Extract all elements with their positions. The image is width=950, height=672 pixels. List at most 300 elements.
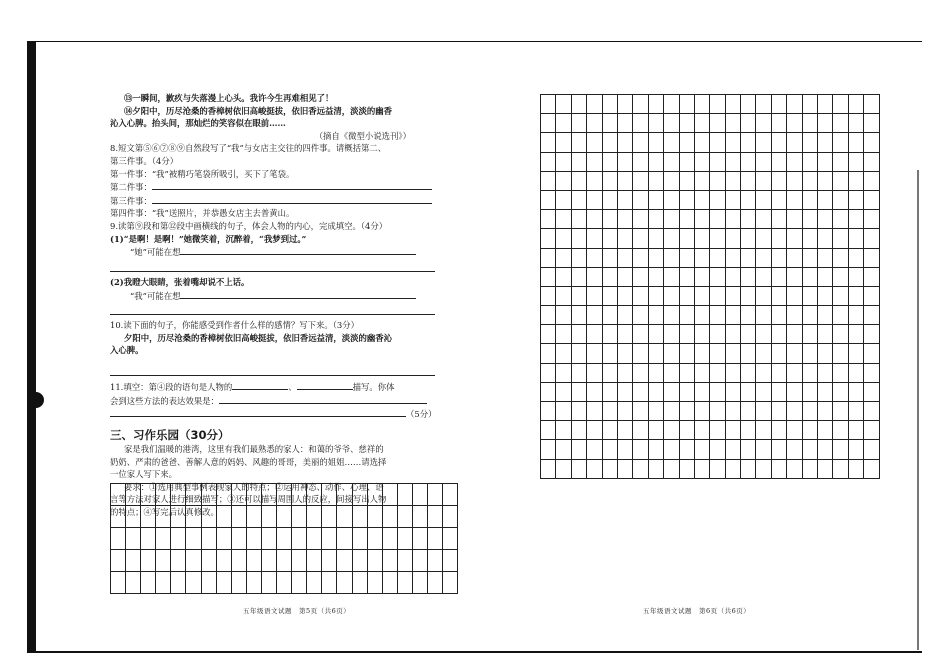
grid-cell[interactable] [725, 306, 740, 325]
grid-cell[interactable] [833, 114, 848, 133]
q11-blank-4[interactable] [110, 407, 406, 417]
grid-cell[interactable] [710, 421, 725, 440]
grid-cell[interactable] [741, 325, 756, 344]
grid-cell[interactable] [771, 325, 786, 344]
grid-cell[interactable] [664, 344, 679, 363]
grid-cell[interactable] [725, 459, 740, 478]
grid-cell[interactable] [833, 229, 848, 248]
grid-cell[interactable] [617, 344, 632, 363]
grid-cell[interactable] [111, 528, 126, 550]
grid-cell[interactable] [633, 440, 648, 459]
grid-cell[interactable] [541, 95, 556, 114]
grid-cell[interactable] [261, 484, 276, 506]
grid-cell[interactable] [141, 550, 156, 572]
grid-cell[interactable] [833, 267, 848, 286]
grid-cell[interactable] [261, 506, 276, 528]
grid-cell[interactable] [602, 459, 617, 478]
grid-cell[interactable] [787, 382, 802, 401]
grid-cell[interactable] [694, 248, 709, 267]
grid-cell[interactable] [848, 459, 863, 478]
grid-cell[interactable] [756, 95, 771, 114]
grid-cell[interactable] [833, 440, 848, 459]
grid-cell[interactable] [802, 210, 817, 229]
grid-cell[interactable] [556, 229, 571, 248]
grid-cell[interactable] [571, 440, 586, 459]
grid-cell[interactable] [171, 572, 186, 594]
grid-cell[interactable] [633, 95, 648, 114]
grid-cell[interactable] [848, 190, 863, 209]
grid-cell[interactable] [541, 306, 556, 325]
grid-cell[interactable] [617, 459, 632, 478]
grid-cell[interactable] [694, 210, 709, 229]
grid-cell[interactable] [111, 506, 126, 528]
grid-cell[interactable] [710, 267, 725, 286]
grid-cell[interactable] [679, 152, 694, 171]
grid-cell[interactable] [602, 248, 617, 267]
grid-cell[interactable] [833, 459, 848, 478]
grid-cell[interactable] [679, 190, 694, 209]
grid-cell[interactable] [710, 210, 725, 229]
grid-cell[interactable] [864, 459, 879, 478]
grid-cell[interactable] [694, 440, 709, 459]
grid-cell[interactable] [756, 402, 771, 421]
grid-cell[interactable] [617, 171, 632, 190]
grid-cell[interactable] [541, 248, 556, 267]
grid-cell[interactable] [741, 306, 756, 325]
grid-cell[interactable] [587, 267, 602, 286]
grid-cell[interactable] [587, 210, 602, 229]
grid-cell[interactable] [111, 572, 126, 594]
grid-cell[interactable] [617, 210, 632, 229]
grid-cell[interactable] [771, 190, 786, 209]
grid-cell[interactable] [617, 440, 632, 459]
grid-cell[interactable] [412, 572, 427, 594]
grid-cell[interactable] [617, 325, 632, 344]
grid-cell[interactable] [756, 344, 771, 363]
grid-cell[interactable] [587, 286, 602, 305]
grid-cell[interactable] [802, 267, 817, 286]
grid-cell[interactable] [397, 484, 412, 506]
grid-cell[interactable] [322, 528, 337, 550]
grid-cell[interactable] [664, 286, 679, 305]
grid-cell[interactable] [633, 459, 648, 478]
grid-cell[interactable] [633, 133, 648, 152]
grid-cell[interactable] [664, 248, 679, 267]
grid-cell[interactable] [587, 344, 602, 363]
grid-cell[interactable] [694, 363, 709, 382]
grid-cell[interactable] [648, 421, 663, 440]
grid-cell[interactable] [602, 363, 617, 382]
grid-cell[interactable] [694, 344, 709, 363]
grid-cell[interactable] [710, 190, 725, 209]
grid-cell[interactable] [633, 402, 648, 421]
grid-cell[interactable] [556, 267, 571, 286]
grid-cell[interactable] [818, 133, 833, 152]
grid-cell[interactable] [679, 267, 694, 286]
grid-cell[interactable] [186, 506, 201, 528]
grid-cell[interactable] [802, 459, 817, 478]
grid-cell[interactable] [664, 152, 679, 171]
grid-cell[interactable] [741, 382, 756, 401]
grid-cell[interactable] [725, 152, 740, 171]
grid-cell[interactable] [587, 114, 602, 133]
grid-cell[interactable] [571, 171, 586, 190]
grid-cell[interactable] [556, 133, 571, 152]
q11-blank-1[interactable] [232, 380, 288, 390]
grid-cell[interactable] [848, 363, 863, 382]
grid-cell[interactable] [725, 190, 740, 209]
grid-cell[interactable] [556, 459, 571, 478]
grid-cell[interactable] [633, 306, 648, 325]
grid-cell[interactable] [617, 382, 632, 401]
grid-cell[interactable] [633, 229, 648, 248]
grid-cell[interactable] [771, 133, 786, 152]
grid-cell[interactable] [307, 506, 322, 528]
grid-cell[interactable] [833, 210, 848, 229]
grid-cell[interactable] [277, 550, 292, 572]
grid-cell[interactable] [756, 421, 771, 440]
grid-cell[interactable] [587, 421, 602, 440]
grid-cell[interactable] [352, 506, 367, 528]
grid-cell[interactable] [307, 550, 322, 572]
grid-cell[interactable] [802, 363, 817, 382]
grid-cell[interactable] [664, 382, 679, 401]
grid-cell[interactable] [741, 114, 756, 133]
grid-cell[interactable] [771, 114, 786, 133]
grid-cell[interactable] [802, 325, 817, 344]
grid-cell[interactable] [633, 363, 648, 382]
grid-cell[interactable] [771, 95, 786, 114]
grid-cell[interactable] [337, 550, 352, 572]
grid-cell[interactable] [602, 114, 617, 133]
grid-cell[interactable] [833, 171, 848, 190]
grid-cell[interactable] [848, 286, 863, 305]
grid-cell[interactable] [617, 95, 632, 114]
grid-cell[interactable] [633, 190, 648, 209]
q11-blank-2[interactable] [297, 380, 353, 390]
grid-cell[interactable] [141, 484, 156, 506]
grid-cell[interactable] [617, 190, 632, 209]
grid-cell[interactable] [848, 114, 863, 133]
grid-cell[interactable] [771, 363, 786, 382]
grid-cell[interactable] [443, 506, 458, 528]
grid-cell[interactable] [556, 152, 571, 171]
grid-cell[interactable] [848, 344, 863, 363]
grid-cell[interactable] [818, 421, 833, 440]
grid-cell[interactable] [756, 363, 771, 382]
grid-cell[interactable] [292, 528, 307, 550]
grid-cell[interactable] [231, 506, 246, 528]
grid-cell[interactable] [833, 248, 848, 267]
grid-cell[interactable] [679, 459, 694, 478]
grid-cell[interactable] [864, 210, 879, 229]
grid-cell[interactable] [818, 210, 833, 229]
grid-cell[interactable] [571, 248, 586, 267]
grid-cell[interactable] [633, 344, 648, 363]
grid-cell[interactable] [725, 363, 740, 382]
grid-cell[interactable] [382, 572, 397, 594]
grid-cell[interactable] [556, 421, 571, 440]
grid-cell[interactable] [261, 572, 276, 594]
grid-cell[interactable] [571, 325, 586, 344]
grid-cell[interactable] [648, 382, 663, 401]
grid-cell[interactable] [679, 171, 694, 190]
grid-cell[interactable] [756, 248, 771, 267]
grid-cell[interactable] [337, 506, 352, 528]
grid-cell[interactable] [587, 171, 602, 190]
grid-cell[interactable] [848, 210, 863, 229]
grid-cell[interactable] [382, 528, 397, 550]
grid-cell[interactable] [756, 459, 771, 478]
grid-cell[interactable] [186, 550, 201, 572]
grid-cell[interactable] [216, 506, 231, 528]
grid-cell[interactable] [694, 229, 709, 248]
grid-cell[interactable] [802, 152, 817, 171]
grid-cell[interactable] [756, 440, 771, 459]
grid-cell[interactable] [277, 572, 292, 594]
grid-cell[interactable] [741, 402, 756, 421]
grid-cell[interactable] [186, 484, 201, 506]
grid-cell[interactable] [648, 306, 663, 325]
grid-cell[interactable] [694, 306, 709, 325]
grid-cell[interactable] [443, 572, 458, 594]
grid-cell[interactable] [587, 440, 602, 459]
grid-cell[interactable] [556, 114, 571, 133]
q11-blank-3[interactable] [219, 394, 427, 404]
grid-cell[interactable] [848, 325, 863, 344]
grid-cell[interactable] [848, 267, 863, 286]
grid-cell[interactable] [741, 133, 756, 152]
grid-cell[interactable] [541, 152, 556, 171]
grid-cell[interactable] [710, 440, 725, 459]
grid-cell[interactable] [664, 210, 679, 229]
grid-cell[interactable] [648, 133, 663, 152]
grid-cell[interactable] [756, 210, 771, 229]
grid-cell[interactable] [741, 171, 756, 190]
grid-cell[interactable] [741, 190, 756, 209]
grid-cell[interactable] [787, 344, 802, 363]
grid-cell[interactable] [787, 95, 802, 114]
grid-cell[interactable] [710, 306, 725, 325]
grid-cell[interactable] [664, 171, 679, 190]
grid-cell[interactable] [541, 344, 556, 363]
grid-cell[interactable] [771, 248, 786, 267]
grid-cell[interactable] [725, 171, 740, 190]
grid-cell[interactable] [864, 95, 879, 114]
grid-cell[interactable] [694, 382, 709, 401]
grid-cell[interactable] [571, 229, 586, 248]
grid-cell[interactable] [802, 171, 817, 190]
grid-cell[interactable] [126, 506, 141, 528]
grid-cell[interactable] [541, 402, 556, 421]
grid-cell[interactable] [710, 171, 725, 190]
grid-cell[interactable] [126, 572, 141, 594]
grid-cell[interactable] [833, 95, 848, 114]
grid-cell[interactable] [587, 325, 602, 344]
grid-cell[interactable] [756, 306, 771, 325]
grid-cell[interactable] [231, 572, 246, 594]
grid-cell[interactable] [848, 171, 863, 190]
grid-cell[interactable] [307, 484, 322, 506]
grid-cell[interactable] [864, 402, 879, 421]
grid-cell[interactable] [725, 286, 740, 305]
grid-cell[interactable] [833, 421, 848, 440]
grid-cell[interactable] [694, 267, 709, 286]
grid-cell[interactable] [864, 382, 879, 401]
grid-cell[interactable] [787, 210, 802, 229]
grid-cell[interactable] [648, 459, 663, 478]
grid-cell[interactable] [541, 382, 556, 401]
grid-cell[interactable] [246, 484, 261, 506]
grid-cell[interactable] [397, 528, 412, 550]
grid-cell[interactable] [571, 190, 586, 209]
grid-cell[interactable] [848, 382, 863, 401]
grid-cell[interactable] [261, 550, 276, 572]
grid-cell[interactable] [802, 402, 817, 421]
grid-cell[interactable] [741, 363, 756, 382]
grid-cell[interactable] [648, 114, 663, 133]
grid-cell[interactable] [710, 363, 725, 382]
grid-cell[interactable] [633, 210, 648, 229]
grid-cell[interactable] [337, 484, 352, 506]
grid-cell[interactable] [617, 286, 632, 305]
grid-cell[interactable] [571, 306, 586, 325]
grid-cell[interactable] [322, 506, 337, 528]
grid-cell[interactable] [587, 363, 602, 382]
grid-cell[interactable] [694, 152, 709, 171]
grid-cell[interactable] [556, 286, 571, 305]
grid-cell[interactable] [171, 484, 186, 506]
q10-answer-line[interactable] [110, 363, 435, 376]
grid-cell[interactable] [602, 286, 617, 305]
grid-cell[interactable] [679, 440, 694, 459]
grid-cell[interactable] [277, 528, 292, 550]
grid-cell[interactable] [741, 459, 756, 478]
grid-cell[interactable] [412, 484, 427, 506]
grid-cell[interactable] [771, 286, 786, 305]
grid-cell[interactable] [710, 152, 725, 171]
grid-cell[interactable] [864, 248, 879, 267]
grid-cell[interactable] [587, 248, 602, 267]
grid-cell[interactable] [710, 95, 725, 114]
grid-cell[interactable] [802, 114, 817, 133]
grid-cell[interactable] [307, 528, 322, 550]
grid-cell[interactable] [741, 95, 756, 114]
grid-cell[interactable] [648, 190, 663, 209]
grid-cell[interactable] [848, 95, 863, 114]
grid-cell[interactable] [864, 267, 879, 286]
grid-cell[interactable] [848, 402, 863, 421]
grid-cell[interactable] [664, 421, 679, 440]
grid-cell[interactable] [246, 572, 261, 594]
grid-cell[interactable] [802, 306, 817, 325]
grid-cell[interactable] [617, 363, 632, 382]
grid-cell[interactable] [382, 506, 397, 528]
grid-cell[interactable] [556, 382, 571, 401]
grid-cell[interactable] [710, 286, 725, 305]
grid-cell[interactable] [710, 133, 725, 152]
grid-cell[interactable] [679, 133, 694, 152]
grid-cell[interactable] [679, 248, 694, 267]
grid-cell[interactable] [602, 210, 617, 229]
grid-cell[interactable] [725, 440, 740, 459]
grid-cell[interactable] [246, 528, 261, 550]
grid-cell[interactable] [756, 267, 771, 286]
grid-cell[interactable] [679, 114, 694, 133]
grid-cell[interactable] [771, 306, 786, 325]
grid-cell[interactable] [679, 306, 694, 325]
grid-cell[interactable] [587, 229, 602, 248]
grid-cell[interactable] [818, 114, 833, 133]
grid-cell[interactable] [864, 152, 879, 171]
grid-cell[interactable] [541, 440, 556, 459]
grid-cell[interactable] [587, 95, 602, 114]
grid-cell[interactable] [694, 171, 709, 190]
grid-cell[interactable] [602, 325, 617, 344]
grid-cell[interactable] [741, 421, 756, 440]
grid-cell[interactable] [664, 229, 679, 248]
grid-cell[interactable] [694, 114, 709, 133]
grid-cell[interactable] [787, 248, 802, 267]
grid-cell[interactable] [367, 528, 382, 550]
grid-cell[interactable] [710, 382, 725, 401]
grid-cell[interactable] [833, 306, 848, 325]
grid-cell[interactable] [802, 440, 817, 459]
grid-cell[interactable] [186, 528, 201, 550]
grid-cell[interactable] [818, 325, 833, 344]
grid-cell[interactable] [771, 210, 786, 229]
grid-cell[interactable] [710, 114, 725, 133]
grid-cell[interactable] [292, 506, 307, 528]
grid-cell[interactable] [787, 152, 802, 171]
grid-cell[interactable] [756, 286, 771, 305]
grid-cell[interactable] [802, 286, 817, 305]
grid-cell[interactable] [771, 382, 786, 401]
grid-cell[interactable] [156, 550, 171, 572]
grid-cell[interactable] [367, 506, 382, 528]
grid-cell[interactable] [802, 421, 817, 440]
grid-cell[interactable] [541, 171, 556, 190]
grid-cell[interactable] [617, 114, 632, 133]
grid-cell[interactable] [818, 306, 833, 325]
grid-cell[interactable] [352, 484, 367, 506]
grid-cell[interactable] [848, 306, 863, 325]
grid-cell[interactable] [556, 344, 571, 363]
grid-cell[interactable] [664, 267, 679, 286]
grid-cell[interactable] [648, 267, 663, 286]
grid-cell[interactable] [556, 325, 571, 344]
grid-cell[interactable] [292, 550, 307, 572]
grid-cell[interactable] [617, 306, 632, 325]
grid-cell[interactable] [771, 402, 786, 421]
grid-cell[interactable] [556, 306, 571, 325]
grid-cell[interactable] [848, 229, 863, 248]
grid-cell[interactable] [664, 459, 679, 478]
grid-cell[interactable] [802, 190, 817, 209]
grid-cell[interactable] [602, 382, 617, 401]
grid-cell[interactable] [571, 210, 586, 229]
grid-cell[interactable] [541, 229, 556, 248]
grid-cell[interactable] [633, 421, 648, 440]
grid-cell[interactable] [741, 286, 756, 305]
grid-cell[interactable] [571, 267, 586, 286]
grid-cell[interactable] [186, 572, 201, 594]
grid-cell[interactable] [664, 363, 679, 382]
grid-cell[interactable] [427, 528, 442, 550]
grid-cell[interactable] [571, 402, 586, 421]
grid-cell[interactable] [664, 190, 679, 209]
grid-cell[interactable] [664, 325, 679, 344]
